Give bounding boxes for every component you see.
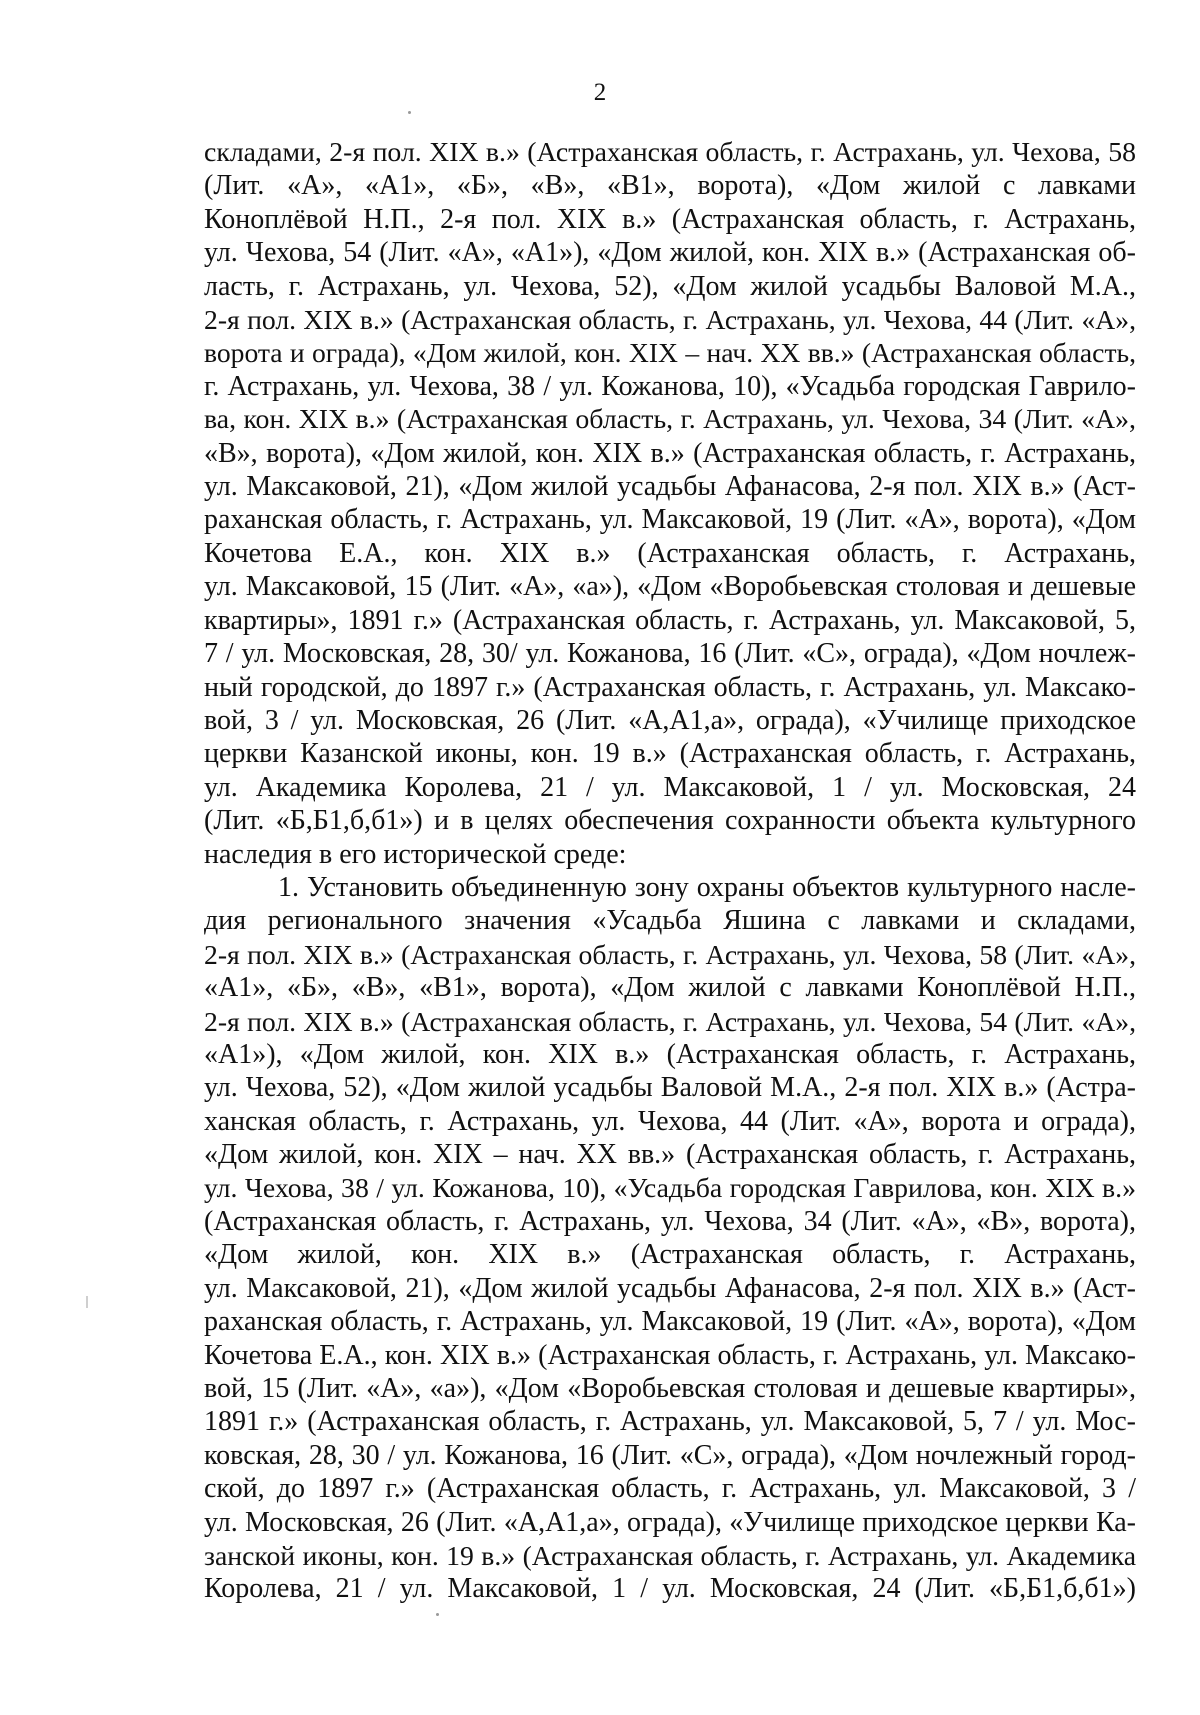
- text-line: вой, 3 / ул. Московская, 26 (Лит. «А,А1,а», ограда), «Училище приходское: [204, 704, 1136, 736]
- text-line: квартиры», 1891 г.» (Астраханская область, г. Астрахань, ул. Максаковой, 5,: [204, 604, 1136, 636]
- text-line: наследия в его исторической среде:: [204, 838, 627, 870]
- text-line: Кочетова Е.А., кон. XIX в.» (Астраханская область, г. Астрахань,: [204, 537, 1136, 569]
- text-line: ласть, г. Астрахань, ул. Чехова, 52), «Дом жилой усадьбы Валовой М.А.,: [204, 270, 1136, 302]
- text-line: ный городской, до 1897 г.» (Астраханская область, г. Астрахань, ул. Максако-: [204, 671, 1136, 703]
- text-line: раханская область, г. Астрахань, ул. Максаковой, 19 (Лит. «А», ворота), «Дом: [204, 504, 1136, 536]
- text-line: вой, 15 (Лит. «А», «а»), «Дом «Воробьевская столовая и дешевые квартиры»,: [204, 1373, 1136, 1405]
- text-line: ворота и ограда), «Дом жилой, кон. XIX – нач. XX вв.» (Астраханская область,: [204, 337, 1136, 369]
- text-line: Кочетова Е.А., кон. XIX в.» (Астраханская область, г. Астрахань, ул. Максако-: [204, 1339, 1136, 1371]
- text-line: «Дом жилой, кон. XIX – нач. XX вв.» (Астраханская область, г. Астрахань,: [204, 1139, 1136, 1171]
- text-line: 1891 г.» (Астраханская область, г. Астрахань, ул. Максаковой, 5, 7 / ул. Мос-: [204, 1406, 1136, 1438]
- text-line: «А1»), «Дом жилой, кон. XIX в.» (Астраханская область, г. Астрахань,: [204, 1038, 1136, 1070]
- body-text: [204, 136, 1136, 1606]
- intro-paragraph: [204, 136, 1136, 871]
- text-line: «Дом жилой, кон. XIX в.» (Астраханская область, г. Астрахань,: [204, 1239, 1136, 1271]
- page-number: 2: [593, 79, 607, 106]
- text-line: ул. Чехова, 38 / ул. Кожанова, 10), «Усадьба городская Гаврилова, кон. XIX в.»: [204, 1172, 1136, 1204]
- scan-speck: [408, 111, 411, 114]
- scan-edge-mark: [86, 1296, 88, 1308]
- text-line: Королева, 21 / ул. Максаковой, 1 / ул. Московская, 24 (Лит. «Б,Б1,б,б1»): [204, 1573, 1136, 1605]
- text-line: ул. Максаковой, 15 (Лит. «А», «а»), «Дом «Воробьевская столовая и дешевые: [204, 571, 1136, 603]
- text-line: (Лит. «А», «А1», «Б», «В», «В1», ворота), «Дом жилой с лавками: [204, 170, 1136, 202]
- text-line: г. Астрахань, ул. Чехова, 38 / ул. Кожанова, 10), «Усадьба городская Гаврило-: [204, 370, 1136, 402]
- text-line: занской иконы, кон. 19 в.» (Астраханская область, г. Астрахань, ул. Академика: [204, 1540, 1136, 1572]
- item-1-paragraph: [204, 871, 1136, 1606]
- text-line: ул. Чехова, 54 (Лит. «А», «А1»), «Дом жилой, кон. XIX в.» (Астраханская об-: [204, 237, 1136, 269]
- text-line: ул. Максаковой, 21), «Дом жилой усадьбы Афанасова, 2-я пол. XIX в.» (Аст-: [204, 471, 1136, 503]
- text-line: ва, кон. XIX в.» (Астраханская область, г. Астрахань, ул. Чехова, 34 (Лит. «А»,: [204, 404, 1136, 436]
- text-line: складами, 2-я пол. XIX в.» (Астраханская область, г. Астрахань, ул. Чехова, 58: [204, 137, 1136, 168]
- text-line: (Лит. «Б,Б1,б,б1») и в целях обеспечения сохранности объекта культурного: [204, 805, 1136, 837]
- text-line: ской, до 1897 г.» (Астраханская область, г. Астрахань, ул. Максаковой, 3 /: [204, 1473, 1136, 1505]
- text-line: церкви Казанской иконы, кон. 19 в.» (Астраханская область, г. Астрахань,: [204, 738, 1136, 770]
- text-line: ул. Академика Королева, 21 / ул. Максаковой, 1 / ул. Московская, 24: [204, 771, 1136, 803]
- text-line: раханская область, г. Астрахань, ул. Максаковой, 19 (Лит. «А», ворота), «Дом: [204, 1306, 1136, 1338]
- text-line: ул. Чехова, 52), «Дом жилой усадьбы Валовой М.А., 2-я пол. XIX в.» (Астра-: [204, 1072, 1136, 1104]
- text-line: ковская, 28, 30 / ул. Кожанова, 16 (Лит. «С», ограда), «Дом ночлежный город-: [204, 1439, 1136, 1471]
- scan-speck: [436, 1613, 439, 1616]
- text-line: 7 / ул. Московская, 28, 30/ ул. Кожанова, 16 (Лит. «С», ограда), «Дом ночлеж-: [204, 638, 1136, 670]
- text-line: дия регионального значения «Усадьба Яшина с лавками и складами,: [204, 905, 1136, 937]
- text-line: «А1», «Б», «В», «В1», ворота), «Дом жилой с лавками Коноплёвой Н.П.,: [204, 972, 1136, 1004]
- text-line: 1. Установить объединенную зону охраны объектов культурного насле-: [278, 871, 1136, 903]
- text-line: ул. Максаковой, 21), «Дом жилой усадьбы Афанасова, 2-я пол. XIX в.» (Аст-: [204, 1272, 1136, 1304]
- text-line: ул. Московская, 26 (Лит. «А,А1,а», ограда), «Училище приходское церкви Ка-: [204, 1506, 1136, 1538]
- text-line: Коноплёвой Н.П., 2-я пол. XIX в.» (Астраханская область, г. Астрахань,: [204, 203, 1136, 235]
- text-line: (Астраханская область, г. Астрахань, ул. Чехова, 34 (Лит. «А», «В», ворота),: [204, 1206, 1136, 1237]
- text-line: 2-я пол. XIX в.» (Астраханская область, г. Астрахань, ул. Чехова, 58 (Лит. «А»,: [204, 938, 1136, 970]
- text-line: 2-я пол. XIX в.» (Астраханская область, г. Астрахань, ул. Чехова, 44 (Лит. «А»,: [204, 304, 1136, 336]
- text-line: «В», ворота), «Дом жилой, кон. XIX в.» (Астраханская область, г. Астрахань,: [204, 437, 1136, 469]
- text-line: 2-я пол. XIX в.» (Астраханская область, г. Астрахань, ул. Чехова, 54 (Лит. «А»,: [204, 1005, 1136, 1037]
- text-line: ханская область, г. Астрахань, ул. Чехова, 44 (Лит. «А», ворота и ограда),: [204, 1105, 1136, 1137]
